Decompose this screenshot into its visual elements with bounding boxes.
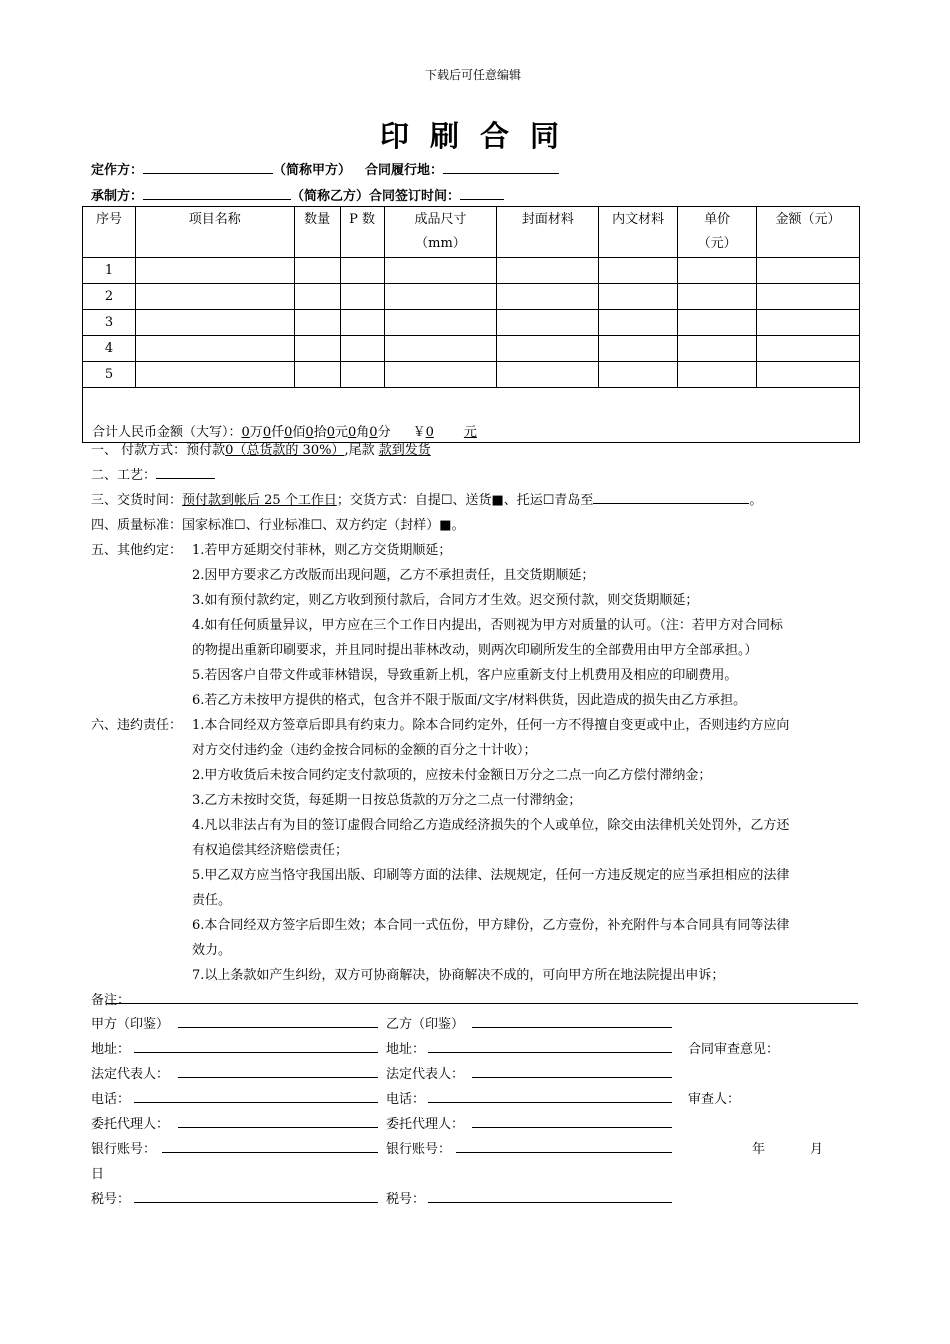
party-a-address-label: 地址： [91,1042,131,1057]
date-day: 日 [91,1167,105,1182]
cell-unit-price[interactable] [678,284,757,310]
total-bai[interactable]: 0 [284,425,293,440]
party-a-phone-label: 电话： [91,1092,131,1107]
payment-final[interactable]: 款到发货 [378,443,431,458]
delivery-end: 。 [749,493,763,508]
party-a-legal-rep-label: 法定代表人： [91,1067,170,1082]
cell-item[interactable] [135,258,294,284]
other-item: 的物提出重新印刷要求，并且同时提出菲林改动，则两次印刷所发生的全部费用由甲方全部承担。） [192,643,758,658]
place-field[interactable] [443,160,559,174]
cell-inner[interactable] [599,258,678,284]
other-item: 2.因甲方要求乙方改版而出现问题，乙方不承担责任，且交货期顺延； [192,568,595,583]
breach-label: 六、违约责任： [91,718,183,733]
cell-inner[interactable] [599,336,678,362]
party-b-bank-label: 银行账号： [386,1142,452,1157]
page-title: 印刷合同 [380,119,581,153]
remark-field[interactable] [106,1003,858,1004]
printing-party-label: 承制方： [91,189,144,204]
breach-item: 3.乙方未按时交货，每延期一日按总货款的万分之二点一付滞纳金； [192,793,582,808]
date-year: 年 [752,1142,766,1157]
party-a-agent-field[interactable] [178,1127,378,1128]
unit-wan: 万 [249,425,263,440]
craft-label: 二、工艺： [91,468,157,483]
party-b-phone-field[interactable] [428,1102,672,1103]
remark-label: 备注： [91,993,131,1008]
printing-party-row [91,185,504,204]
col-header-index: 序号 [83,207,136,258]
other-item: 1.若甲方延期交付菲林，则乙方交货期顺延； [192,543,452,558]
party-b-legal-rep-field[interactable] [472,1077,672,1078]
other-label: 五、其他约定： [91,543,183,558]
col-header-amount: 金额（元） [757,207,860,258]
breach-item: 效力。 [192,943,232,958]
ordering-party-field[interactable] [143,160,273,174]
cell-item[interactable] [135,362,294,388]
cell-cover[interactable] [497,336,599,362]
cell-amount[interactable] [757,362,860,388]
breach-item: 2.甲方收货后未按合同约定支付款项的，应按未付金额日万分之二点一向乙方偿付滞纳金； [192,768,712,783]
unit-jiao: 角 [356,425,370,440]
col-header-quantity: 数量 [294,207,340,258]
craft-field[interactable] [156,465,215,479]
total-shi[interactable]: 0 [305,425,314,440]
breach-item: 6.本合同经双方签字后即生效；本合同一式伍份，甲方肆份，乙方壹份，补充附件与本合同具有同等法律 [192,918,790,933]
clause-delivery [91,488,762,513]
cell-cover[interactable] [497,310,599,336]
table-header-row [83,207,860,258]
cell-quantity[interactable] [294,336,340,362]
other-item: 5.若因客户自带文件或菲林错误，导致重新上机，客户应重新支付上机费用及相应的印刷费用。 [192,668,738,683]
other-item: 3.如有预付款约定，则乙方收到预付款后，合同方才生效。迟交预付款，则交货期顺延； [192,593,699,608]
cell-quantity[interactable] [294,362,340,388]
party-a-bank-field[interactable] [162,1152,378,1153]
col-header-inner: 内文材料 [599,207,678,258]
party-a-seal-field[interactable] [178,1027,378,1028]
total-amount-field[interactable] [426,425,477,440]
cell-pages[interactable] [340,258,384,284]
total-label: 合计人民币金额（大写）： [92,425,242,440]
total-qian[interactable]: 0 [262,425,272,440]
col-header-unit-price: 单价 （元） [678,207,757,258]
cell-unit-price[interactable] [678,336,757,362]
payment-label: 一、 付款方式：预付款 [91,443,226,458]
col-header-cover: 封面材料 [497,207,599,258]
clause-craft [91,463,215,488]
table-row [83,258,860,284]
cell-cover[interactable] [497,258,599,284]
party-a-tax-label: 税号： [91,1192,131,1207]
cell-quantity[interactable] [294,310,340,336]
total-wan[interactable]: 0 [241,425,250,440]
cell-pages[interactable] [340,362,384,388]
cell-pages[interactable] [340,310,384,336]
reviewer-label: 审查人： [688,1092,741,1107]
alias-a: （简称甲方） [273,163,352,178]
row-index: 4 [83,336,136,362]
total-row [83,388,860,443]
party-a-phone-field[interactable] [134,1102,378,1103]
party-a-bank-label: 银行账号： [91,1142,157,1157]
delivery-time[interactable]: 预付款到帐后 25 个工作日 [182,493,337,508]
party-b-tax-label: 税号： [386,1192,426,1207]
clause-quality: 四、质量标准：国家标准☐、行业标准☐、双方约定（封样）■。 [91,518,465,533]
cell-item[interactable] [135,336,294,362]
table-row [83,336,860,362]
cell-size[interactable] [384,284,497,310]
party-a-tax-field[interactable] [134,1202,378,1203]
col-header-item: 项目名称 [135,207,294,258]
party-b-seal-label: 乙方（印鉴） [386,1017,465,1032]
printing-party-field[interactable] [143,186,291,200]
party-b-tax-field[interactable] [428,1202,672,1203]
clause-payment [91,438,431,463]
payment-mid: ,尾款 [344,443,375,458]
total-fen[interactable]: 0 [369,425,378,440]
party-b-agent-label: 委托代理人： [386,1117,465,1132]
cell-size[interactable] [384,258,497,284]
date-month: 月 [810,1142,824,1157]
cell-size[interactable] [384,310,497,336]
cell-quantity[interactable] [294,284,340,310]
cell-amount[interactable] [757,310,860,336]
cell-quantity[interactable] [294,258,340,284]
total-amount-unit: 元 [463,425,477,440]
party-a-agent-label: 委托代理人： [91,1117,170,1132]
row-index: 2 [83,284,136,310]
row-index: 3 [83,310,136,336]
cell-item[interactable] [135,284,294,310]
other-item: 6.若乙方未按甲方提供的格式，包含并不限于版面/文字/材料供货，因此造成的损失由乙方承担。 [192,693,747,708]
ordering-party-label: 定作方： [91,163,144,178]
cell-inner[interactable] [599,362,678,388]
party-b-phone-label: 电话： [386,1092,426,1107]
party-b-address-label: 地址： [386,1042,426,1057]
total-cell [83,388,860,443]
cell-size[interactable] [384,336,497,362]
breach-item: 1.本合同经双方签章后即具有约束力。除本合同约定外，任何一方不得擅自变更或中止，否则违约方应向 [192,718,790,733]
unit-fen: 分 [377,425,391,440]
cell-cover[interactable] [497,362,599,388]
unit-shi: 拾 [313,425,327,440]
payment-prepay[interactable]: 0（总货款的 30%） [225,443,345,458]
table-row [83,310,860,336]
delivery-destination-field[interactable] [593,490,749,504]
cell-amount[interactable] [757,258,860,284]
breach-item: 7.以上条款如产生纠纷，双方可协商解决，协商解决不成的，可向甲方所在地法院提出申诉； [192,968,725,983]
cell-unit-price[interactable] [678,258,757,284]
yuan-symbol: ￥ [412,425,426,440]
col-header-pages: P 数 [340,207,384,258]
table-row [83,284,860,310]
party-b-agent-field[interactable] [472,1127,672,1128]
delivery-method: ；交货方式：自提☐、送货■、托运☐青岛至 [336,493,594,508]
cell-item[interactable] [135,310,294,336]
cell-size[interactable] [384,362,497,388]
sign-date-field[interactable] [460,186,504,200]
cell-cover[interactable] [497,284,599,310]
col-header-size: 成品尺寸 （mm） [384,207,497,258]
party-a-address-field[interactable] [134,1052,378,1053]
breach-item: 5.甲乙双方应当恪守我国出版、印刷等方面的法律、法规规定，任何一方违反规定的应当承担相应的法律 [192,868,790,883]
table-row [83,362,860,388]
total-yuan[interactable]: 0 [326,425,335,440]
unit-bai: 佰 [292,425,306,440]
total-jiao[interactable]: 0 [348,425,357,440]
delivery-label: 三、交货时间： [91,493,183,508]
party-b-address-field[interactable] [428,1052,672,1053]
ordering-party-row [91,159,559,178]
row-index: 1 [83,258,136,284]
party-a-legal-rep-field[interactable] [178,1077,378,1078]
cell-unit-price[interactable] [678,362,757,388]
row-index: 5 [83,362,136,388]
unit-qian: 仟 [271,425,285,440]
cell-amount[interactable] [757,336,860,362]
total-amount: 0 [425,425,434,440]
items-table [82,206,860,443]
breach-item: 有权追偿其经济赔偿责任； [192,843,349,858]
cell-pages[interactable] [340,284,384,310]
cell-inner[interactable] [599,310,678,336]
party-b-bank-field[interactable] [456,1152,672,1153]
unit-yuan: 元 [334,425,348,440]
cell-unit-price[interactable] [678,310,757,336]
review-opinion-label: 合同审查意见： [688,1042,780,1057]
cell-amount[interactable] [757,284,860,310]
party-b-legal-rep-label: 法定代表人： [386,1067,465,1082]
breach-item: 对方交付违约金（违约金按合同标的金额的百分之十计收）； [192,743,537,758]
party-b-seal-field[interactable] [472,1027,672,1028]
cell-inner[interactable] [599,284,678,310]
other-item: 4.如有任何质量异议，甲方应在三个工作日内提出，否则视为甲方对质量的认可。（注：若甲方对合同标 [192,618,783,633]
cell-pages[interactable] [340,336,384,362]
breach-item: 4.凡以非法占有为目的签订虚假合同给乙方造成经济损失的个人或单位，除交由法律机关处罚外，乙方还 [192,818,790,833]
download-hint: 下载后可任意编辑 [425,68,522,82]
party-a-seal-label: 甲方（印鉴） [91,1017,170,1032]
place-label: 合同履行地： [365,163,444,178]
alias-b-and-date: （简称乙方）合同签订时间： [291,189,461,204]
breach-item: 责任。 [192,893,232,908]
